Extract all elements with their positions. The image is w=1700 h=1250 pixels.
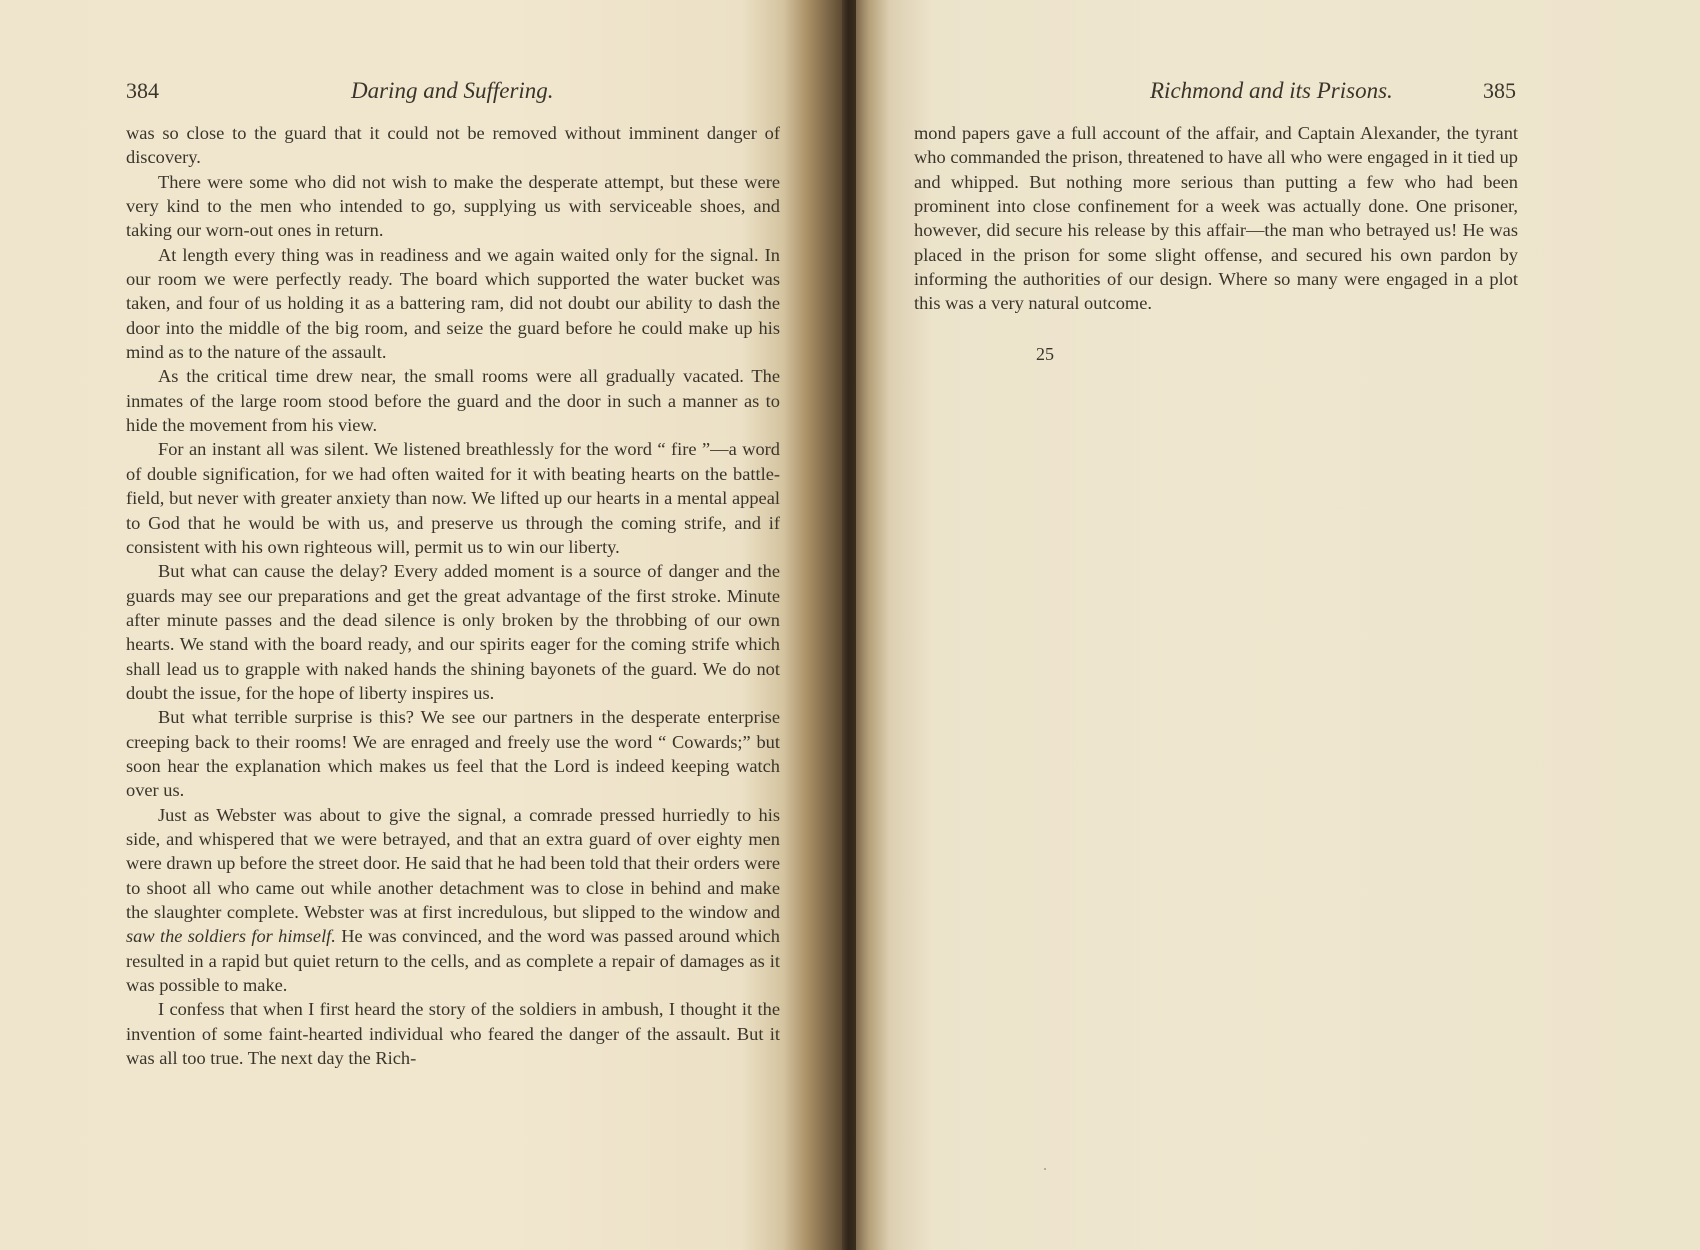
webster-paragraph: [126, 803, 780, 998]
webster-text-before: Just as Webster was about to give the signal, a comrade pressed hurriedly to his side, and whispered that we were betrayed, and that an extra guard of over eighty men were drawn up before the street door. He said that he had been told that their orders were to shoot all who came out while another detachment was to close in behind and make the slaughter complete. Webster was at first incredulous, but slipped to the window and: [126, 804, 780, 922]
paragraph: I confess that when I first heard the story of the soldiers in ambush, I thought it the invention of some faint-hearted individual who feared the danger of the assault. But it was all too true. The next day the Rich-: [126, 999, 780, 1069]
right-page-number: 385: [1483, 78, 1516, 103]
signature-mark: 25: [1036, 344, 1054, 364]
right-page: [856, 0, 1700, 1250]
paper-speck: [1044, 1168, 1046, 1170]
left-running-title: Daring and Suffering.: [351, 78, 554, 103]
right-running-head: [916, 76, 1516, 106]
book-gutter: [842, 0, 856, 1250]
right-running-title: Richmond and its Prisons.: [1150, 78, 1393, 103]
paragraph: was so close to the guard that it could not be removed without imminent danger of discovery.: [126, 123, 780, 168]
paragraph: As the critical time drew near, the small rooms were all gradually vacated. The inmates of the large room stood before the guard and the door in such a manner as to hide the movement from his view.: [126, 366, 780, 436]
left-running-head: [126, 76, 780, 106]
paragraph: But what can cause the delay? Every added moment is a source of danger and the guards may see our preparations and get the great advantage of the first stroke. Minute after minute passes and the dead silence is only broken by the throbbing of our own hearts. We stand with the board ready, and our spirits eager for the coming strife which shall lead us to grapple with naked hands the shining bayonets of the guard. We do not doubt the issue, for the hope of liberty inspires us.: [126, 561, 780, 703]
paragraph: There were some who did not wish to make the desperate attempt, but these were very kind to the men who intended to go, supplying us with serviceable shoes, and taking our worn-out ones in return.: [126, 171, 780, 241]
paragraph: For an instant all was silent. We listened breathlessly for the word “ fire ”—a word of double signification, for we had often waited for it with beating hearts on the battle-field, but never with greater anxiety than now. We lifted up our hearts in a mental appeal to God that he would be with us, and preserve us through the coming strife, and if consistent with his own righteous will, permit us to win our liberty.: [126, 439, 780, 557]
left-body-text: [126, 121, 780, 1070]
left-page-number: 384: [126, 78, 159, 103]
webster-text-after: He was convinced, and the word was passed around which resulted in a rapid but quiet return to the cells, and as complete a repair of damages as it was possible to make.: [126, 926, 780, 996]
paragraph: But what terrible surprise is this? We see our partners in the desperate enterprise creeping back to their rooms! We are enraged and freely use the word “ Cowards;” but soon hear the explanation which makes us feel that the Lord is indeed keeping watch over us.: [126, 707, 780, 801]
paragraph: mond papers gave a full account of the affair, and Captain Alexander, the tyrant who commanded the prison, threatened to have all who were engaged in it tied up and whipped. But nothing more serious than putting a few who had been prominent into close confinement for a week was actually done. One prisoner, however, did secure his release by this affair—the man who betrayed us! He was placed in the prison for some slight offense, and secured his own pardon by informing the authorities of our design. Where so many were engaged in a plot this was a very natural outcome.: [914, 123, 1518, 314]
right-body-text: [914, 121, 1518, 316]
paragraph: At length every thing was in readiness and we again waited only for the signal. In our room we were perfectly ready. The board which supported the water bucket was taken, and four of us holding it as a battering ram, did not doubt our ability to dash the door into the middle of the big room, and seize the guard before he could make up his mind as to the nature of the assault.: [126, 244, 780, 363]
left-page: [0, 0, 842, 1250]
italic-phrase: saw the soldiers for himself.: [126, 926, 336, 947]
